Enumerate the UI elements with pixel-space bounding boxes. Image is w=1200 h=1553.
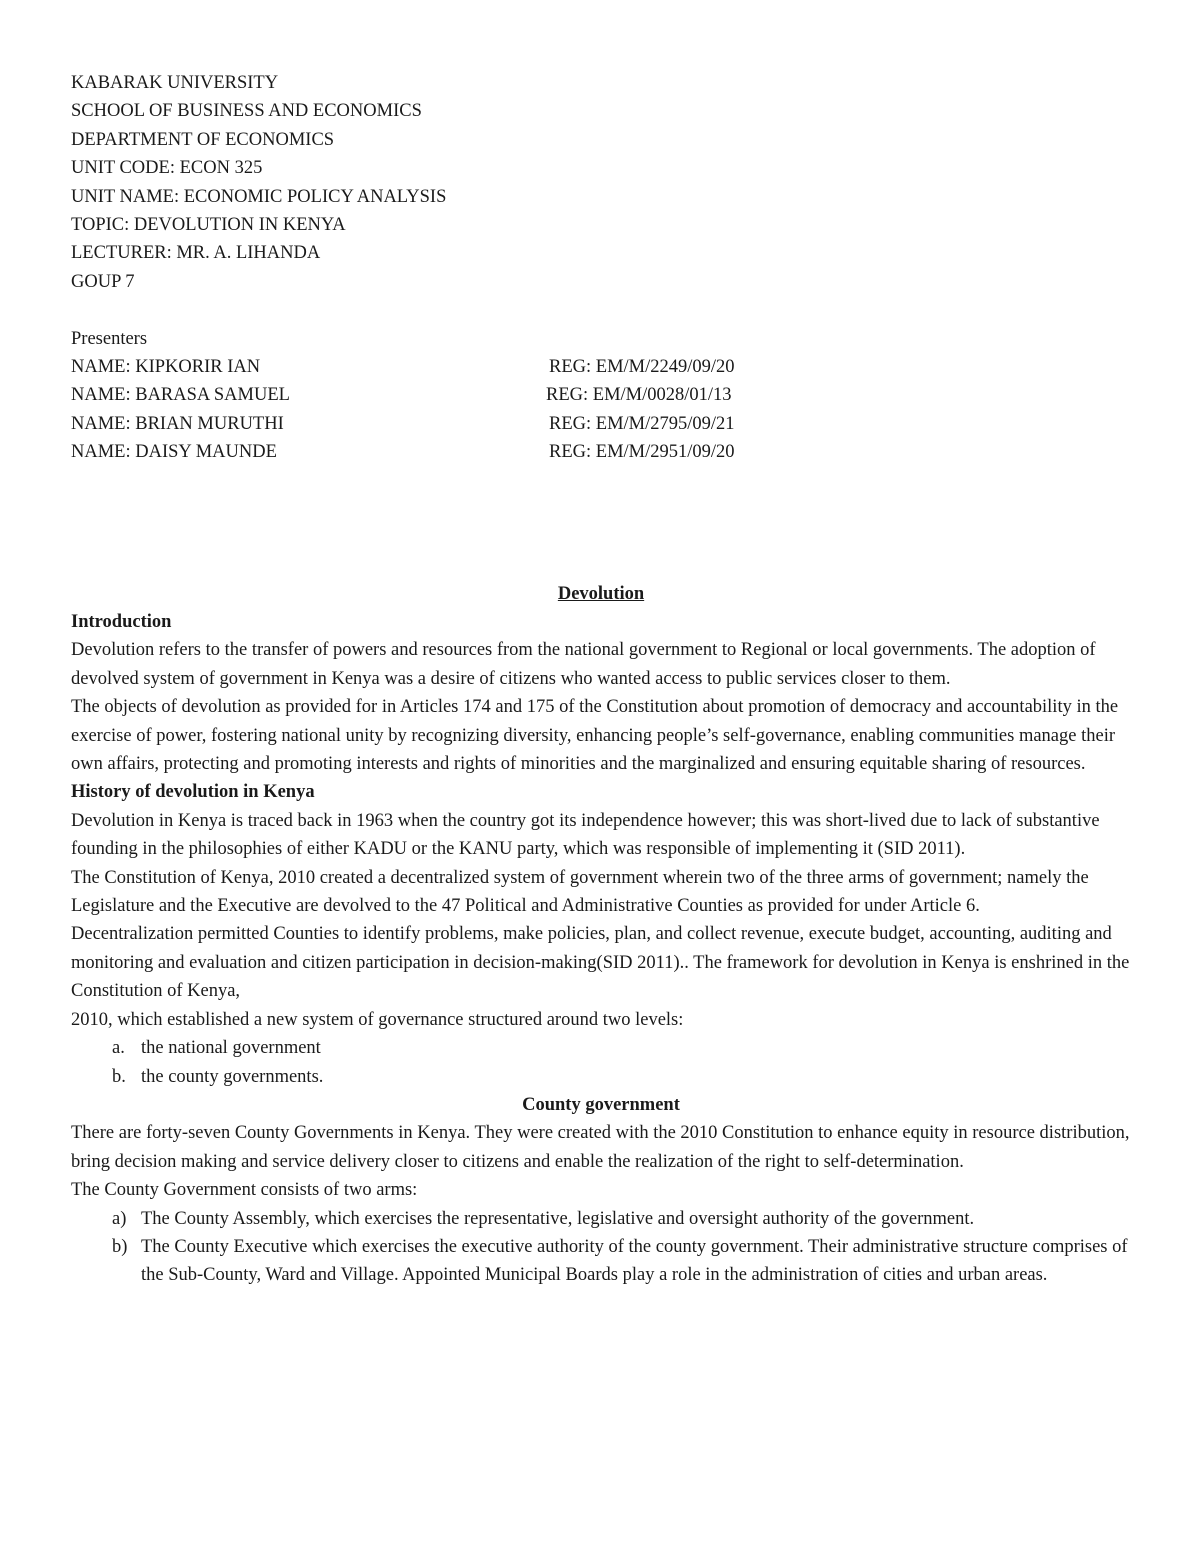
presenter-name: NAME: DAISY MAUNDE (71, 442, 277, 463)
introduction-paragraph: Devolution refers to the transfer of powers and resources from the national government to Regional or local governments. The adoption of devolved system of government in Kenya was a desire of citizens who wanted access to public services closer to them. (71, 640, 1096, 689)
document-title: Devolution (557, 583, 645, 604)
unit-name: UNIT NAME: ECONOMIC POLICY ANALYSIS (71, 186, 447, 207)
presenter-reg: REG: EM/M/2951/09/20 (549, 442, 735, 463)
list-item (71, 1034, 1131, 1062)
presenter-row (71, 353, 1131, 381)
list-item-text: the national government (141, 1038, 321, 1059)
list-marker: a. (112, 1038, 125, 1059)
constitution-paragraph: The Constitution of Kenya, 2010 created a decentralized system of government wherein two of the three arms of government; namely the Legislature and the Executive are devolved to the 47 Political and Administrative Counties as provided for under Article 6. (71, 867, 1089, 917)
presenters-label: Presenters (71, 328, 148, 349)
list-item-text: The County Executive which exercises the executive authority of the county government. Their administrative structure comprises of the Sub-County, Ward and Village. Appointed Municipal Boards play a role in the administration of cities and urban areas. (141, 1236, 1128, 1286)
spacer (71, 296, 1131, 324)
list-item (71, 1063, 1131, 1091)
header-block (71, 69, 1131, 296)
list-marker: b) (112, 1236, 128, 1257)
presenter-reg: REG: EM/M/2795/09/21 (549, 413, 735, 434)
spacer (71, 467, 1131, 580)
county-paragraph: There are forty-seven County Governments in Kenya. They were created with the 2010 Constitution to enhance equity in resource distribution, bring decision making and service delivery closer to citizens and enable the realization of the right to self-determination. (71, 1123, 1130, 1172)
group-number: GOUP 7 (71, 271, 135, 292)
decentralization-paragraph: Decentralization permitted Counties to identify problems, make policies, plan, and collect revenue, execute budget, accounting, auditing and monitoring and evaluation and citizen participation in decision-making(SID 2011).. The framework for devolution in Kenya is enshrined in the Constitution of Kenya, (71, 924, 1130, 1002)
lecturer: LECTURER: MR. A. LIHANDA (71, 243, 321, 264)
topic: TOPIC: DEVOLUTION IN KENYA (71, 215, 346, 236)
presenter-row (71, 381, 1131, 409)
presenter-row (71, 410, 1131, 438)
presenter-row (71, 438, 1131, 466)
objects-paragraph: The objects of devolution as provided for in Articles 174 and 175 of the Constitution about promotion of democracy and accountability in the exercise of power, fostering national unity by recognizing diversity, enhancing people’s self-governance, enabling communities manage their own affairs, protecting and promoting interests and rights of minorities and the marginalized and ensuring equitable sharing of resources. (71, 697, 1119, 775)
history-paragraph: Devolution in Kenya is traced back in 1963 when the country got its independence however; this was short-lived due to lack of substantive founding in the philosophies of either KADU or the KANU party, which was responsible of implementing it (SID 2011). (71, 810, 1100, 860)
levels-list (71, 1034, 1131, 1091)
list-marker: b. (112, 1066, 126, 1087)
presenter-name: NAME: BRIAN MURUTHI (71, 413, 284, 434)
county-arms-intro: The County Government consists of two arms: (71, 1180, 418, 1201)
document-page (71, 69, 1131, 1290)
presenter-name: NAME: KIPKORIR IAN (71, 357, 261, 378)
county-heading: County government (522, 1094, 680, 1115)
unit-code: UNIT CODE: ECON 325 (71, 158, 263, 179)
school-name: SCHOOL OF BUSINESS AND ECONOMICS (71, 101, 422, 122)
history-heading: History of devolution in Kenya (71, 782, 315, 803)
list-marker: a) (112, 1208, 127, 1229)
department-name: DEPARTMENT OF ECONOMICS (71, 129, 335, 150)
presenters-block (71, 325, 1131, 467)
levels-intro-paragraph: 2010, which established a new system of governance structured around two levels: (71, 1009, 684, 1030)
arms-list (71, 1205, 1131, 1290)
list-item (71, 1233, 1131, 1290)
presenter-reg: REG: EM/M/2249/09/20 (549, 357, 735, 378)
list-item-text: The County Assembly, which exercises the representative, legislative and oversight authority of the government. (141, 1208, 975, 1229)
introduction-heading: Introduction (71, 612, 172, 633)
list-item (71, 1205, 1131, 1233)
university-name: KABARAK UNIVERSITY (71, 73, 279, 93)
presenter-reg: REG: EM/M/0028/01/13 (546, 385, 732, 406)
list-item-text: the county governments. (141, 1066, 324, 1087)
presenter-name: NAME: BARASA SAMUEL (71, 385, 290, 406)
